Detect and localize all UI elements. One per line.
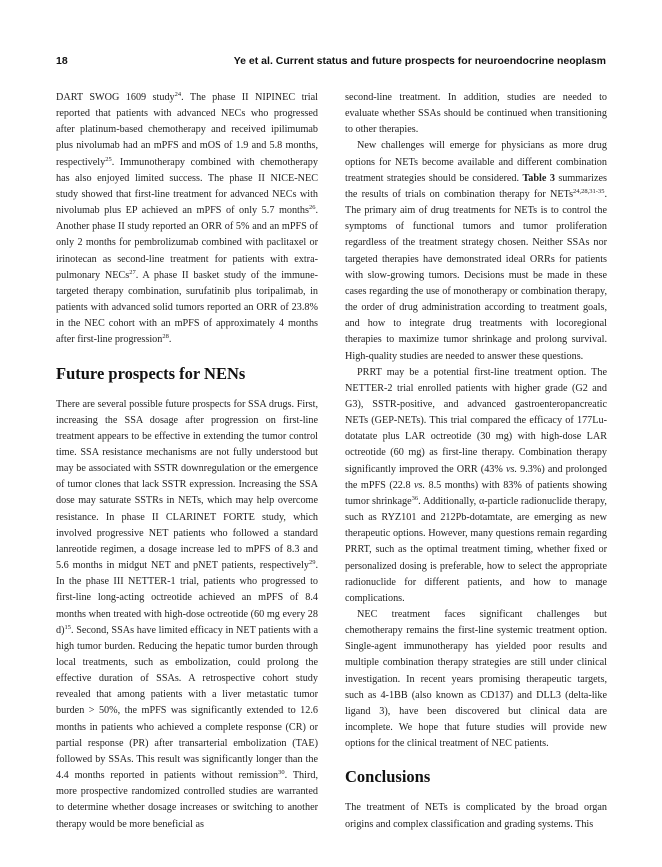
right-paragraph-4: NEC treatment faces significant challenges but chemotherapy remains the first-line systemic treatment option. Single-agent immunotherapy has yielded poor results and multiple combination therapy strategies are still under clinical investigation. In recent years promising therapeutic targets, such as 4-1BB (also known as CD137) and DLL3 (delta-like ligand 3), have been discovered but clinical data are incomplete. We hope that future studies will provide new options for the clinical treatment of NEC patients. bbox=[345, 609, 607, 750]
right-paragraph-2: New challenges will emerge for physicians as more drug options for NETs become available and different combination treatment strategies should be considered. Table 3 summarizes the results of trials on combination therapy for NETs$^{24,28,31-35}$. The primary aim of drug treatments for NETs is to control the symptoms of functional tumors and tumor proliferation regardless of the treatment strategy chosen. Neither SSAs nor targeted therapies have demonstrated ideal ORRs for patients with slow-growing tumors. Decisions must be made in these cases regarding the use of monotherapy or combination therapy, the order of drug administration according to treatment goals, and how to integrate drug treatments with locoregional therapies to maximize tumor shrinkage and prolong survival. High-quality studies are needed to answer these questions. bbox=[345, 140, 607, 362]
running-title: Ye et al. Current status and future prospects for neuroendocrine neoplasm bbox=[233, 55, 606, 67]
left-paragraph-1: DART SWOG 1609 study$^{24}$. The phase II NIPINEC trial reported that patients with advanced NECs who progressed after platinum-based chemotherapy and received ipilimumab plus nivolumab had an mPFS and mOS of 1.9 and 5.8 months, respectively$^{25}$. Immunotherapy combined with chemotherapy has also enjoyed limited success. The phase II NICE-NEC study showed that first-line treatment for advanced NECs with nivolumab plus EP achieved an mPFS of only 5.7 months$^{26}$. Another phase II study reported an ORR of 5% and an mPFS of only 2 months for pembrolizumab combined with paclitaxel or irinotecan as second-line treatment for patients with extra-pulmonary NECs$^{27}$. A phase II basket study of the immune-targeted therapy combination, surufatinib plus toripalimab, in patients with advanced solid tumors reported an ORR of 23.8% in the NEC cohort with an mPFS of approximately 4 months after first-line progression$^{28}$. bbox=[56, 91, 318, 346]
right-paragraph-3: PRRT may be a potential first-line treatment option. The NETTER-2 trial enrolled patients with higher grade (G2 and G3), SSTR-positive, and advanced gastroenteropancreatic NETs (GEP-NETs). This trial compared the efficacy of 177Lu-dotatate plus LAR octreotide (30 mg) with high-dose LAR octreotide (60 mg) as first-line therapy. Combination therapy significantly improved the ORR (43% vs. 9.3%) and prolonged the mPFS (22.8 vs. 8.5 months) with 83% of patients showing tumor shrinkage$^{36}$. Additionally, α-particle radionuclide therapy, such as RYZ101 and 212Pb-dotamtate, are emerging as new therapeutic options. However, many questions remain regarding PRRT, such as the optimal treatment timing, whether fixed or personalized dosing is preferable, how to select the appropriate radionuclide for different patients, and how to manage complications. bbox=[345, 366, 607, 604]
citation: 26 bbox=[308, 204, 316, 212]
right-paragraph-1: second-line treatment. In addition, studies are needed to evaluate whether SSAs should be continued when transitioning to other therapies. bbox=[345, 92, 607, 136]
citation: 30 bbox=[278, 769, 285, 777]
citation: 29 bbox=[308, 559, 316, 567]
citation: 24 bbox=[174, 91, 182, 98]
page-header bbox=[56, 55, 606, 71]
citation: 27 bbox=[129, 268, 136, 276]
right-paragraph-5: The treatment of NETs is complicated by the broad organ origins and complex classification and grading systems. This bbox=[345, 802, 607, 830]
citation: 24,28,31-35 bbox=[573, 187, 605, 195]
table-reference-link[interactable]: Table 3 bbox=[522, 172, 555, 184]
left-column bbox=[56, 90, 318, 833]
page-number: 18 bbox=[56, 55, 68, 67]
citation: 28 bbox=[162, 333, 169, 341]
citation: 36 bbox=[411, 494, 419, 502]
citation: 15 bbox=[64, 623, 71, 631]
left-paragraph-2: There are several possible future prospects for SSA drugs. First, increasing the SSA dosage after progression on first-line treatment appears to be effective in extending the tumor control time. SSA resistance mechanisms are not fully understood but may be associated with SSTR downregulation or the emergence of tumor clones that lack SSTR expression. Increasing the SSA dose may saturate SSTRs in NETs, which may help overcome resistance. In phase II CLARINET FORTE study, which involved progressive NET patients who followed a standard lanreotide regimen, a dosage increase led to mPFS of 8.3 and 5.6 months in midgut NET and pNET patients, respectively$^{29}$. In the phase III NETTER-1 trial, patients who progressed to first-line long-acting octreotide achieved an mPFS of 8.4 months when treated with high-dose octreotide (60 mg every 28 d)$^{15}$. Second, SSAs have limited efficacy in NET patients with a high tumor burden. Reducing the hepatic tumor burden through local treatments, such as embolization, could prolong the effective duration of SSAs. A retrospective cohort study revealed that among patients with a liver metastatic tumor burden > 50%, the mPFS was significantly extended to 12.6 months in patients who achieved a complete response (CR) or partial response (PR) after transarterial embolization (TAE) followed by SSAs. This result was significantly longer than the 4.4 months reported in patients without remission$^{30}$. Third, more prospective randomized controlled studies are warranted to determine whether dosage increases or switching to another therapy would be more beneficial as bbox=[56, 398, 318, 830]
section-heading-conclusions: Conclusions bbox=[345, 767, 431, 787]
right-column bbox=[345, 90, 607, 833]
section-heading-future-prospects: Future prospects for NENs bbox=[56, 363, 246, 383]
citation: 25 bbox=[105, 155, 112, 163]
